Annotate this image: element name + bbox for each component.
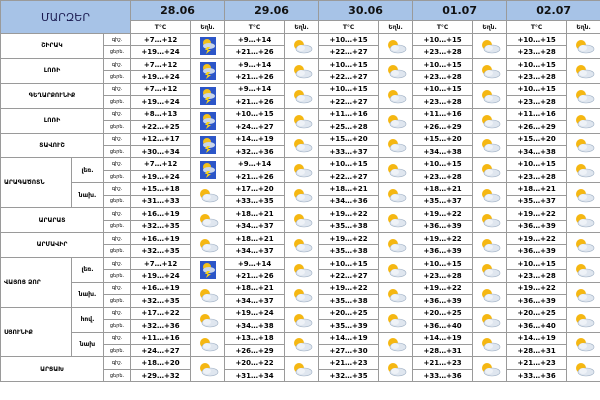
night-label: գիշ. <box>104 83 131 95</box>
night-temp: +10…+15 <box>319 58 379 70</box>
partly-cloudy-icon <box>567 208 600 233</box>
night-temp: +9…+14 <box>225 257 285 269</box>
day-label: ցերե. <box>104 145 131 157</box>
day-temp: +23…+28 <box>507 46 567 58</box>
partly-cloudy-icon <box>473 108 507 133</box>
day-temp: +32…+35 <box>131 295 191 307</box>
day-temp: +27…+30 <box>319 344 379 356</box>
night-temp: +14…+19 <box>319 332 379 344</box>
thunderstorm-icon <box>191 257 225 282</box>
night-label: գիշ. <box>104 58 131 70</box>
region-name: ՎԱՅՈՑ ՁՈՐ <box>1 257 72 307</box>
night-temp: +7…+12 <box>131 83 191 95</box>
day-temp: +36…+39 <box>507 220 567 232</box>
day-label: ցերե. <box>104 369 131 381</box>
night-temp: +18…+21 <box>225 208 285 220</box>
day-temp: +23…+28 <box>413 270 473 282</box>
night-temp: +18…+21 <box>225 282 285 294</box>
night-temp: +19…+22 <box>507 208 567 220</box>
partly-cloudy-icon <box>191 332 225 357</box>
night-temp: +21…+23 <box>413 357 473 369</box>
thunderstorm-icon <box>191 83 225 108</box>
night-temp: +16…+19 <box>131 233 191 245</box>
day-temp: +28…+31 <box>507 344 567 356</box>
date-header: 01.07 <box>413 1 507 21</box>
partly-cloudy-icon <box>191 307 225 332</box>
night-temp: +7…+12 <box>131 257 191 269</box>
night-temp: +21…+23 <box>507 357 567 369</box>
region-name: ԱՐՑԱԽ <box>1 357 104 382</box>
night-label: գիշ. <box>104 133 131 145</box>
day-temp: +26…+29 <box>507 121 567 133</box>
night-temp: +14…+19 <box>507 332 567 344</box>
subregion-name: նախ <box>72 332 104 357</box>
night-temp: +16…+19 <box>131 282 191 294</box>
night-temp: +20…+25 <box>507 307 567 319</box>
table-row <box>1 307 600 319</box>
partly-cloudy-icon <box>285 332 319 357</box>
night-temp: +19…+22 <box>507 233 567 245</box>
table-row <box>1 133 600 145</box>
partly-cloudy-icon <box>473 357 507 382</box>
day-temp: +22…+27 <box>319 71 379 83</box>
night-temp: +15…+20 <box>319 133 379 145</box>
night-temp: +11…+16 <box>319 108 379 120</box>
night-temp: +10…+15 <box>319 34 379 46</box>
day-temp: +23…+28 <box>413 96 473 108</box>
day-temp: +36…+39 <box>507 245 567 257</box>
night-label: գիշ. <box>104 158 131 170</box>
day-temp: +22…+25 <box>131 121 191 133</box>
day-temp: +19…+24 <box>131 96 191 108</box>
night-temp: +18…+21 <box>413 183 473 195</box>
night-temp: +15…+18 <box>131 183 191 195</box>
night-label: գիշ. <box>104 108 131 120</box>
icon-col-header: Եղն. <box>191 21 225 34</box>
partly-cloudy-icon <box>567 257 600 282</box>
day-temp: +36…+39 <box>413 220 473 232</box>
night-temp: +20…+25 <box>319 307 379 319</box>
day-temp: +24…+27 <box>225 121 285 133</box>
night-temp: +10…+15 <box>319 257 379 269</box>
partly-cloudy-icon <box>191 282 225 307</box>
day-temp: +32…+36 <box>131 320 191 332</box>
day-label: ցերե. <box>104 270 131 282</box>
day-temp: +25…+28 <box>319 121 379 133</box>
night-temp: +19…+24 <box>225 307 285 319</box>
partly-cloudy-icon <box>379 133 413 158</box>
night-temp: +10…+15 <box>507 83 567 95</box>
region-name: ՍՅՈՒՆԻՔ <box>1 307 72 357</box>
day-label: ցերե. <box>104 46 131 58</box>
partly-cloudy-icon <box>473 233 507 258</box>
table-row <box>1 282 600 294</box>
night-temp: +7…+12 <box>131 58 191 70</box>
day-temp: +31…+34 <box>225 369 285 381</box>
night-label: գիշ. <box>104 34 131 46</box>
day-temp: +21…+26 <box>225 170 285 182</box>
night-temp: +19…+22 <box>413 282 473 294</box>
table-row <box>1 58 600 70</box>
subregion-name: լեռ. <box>72 158 104 183</box>
date-header: 02.07 <box>507 1 600 21</box>
thunderstorm-icon <box>191 158 225 183</box>
partly-cloudy-icon <box>379 34 413 59</box>
thunderstorm-icon <box>191 133 225 158</box>
night-label: գիշ. <box>104 183 131 195</box>
partly-cloudy-icon <box>379 233 413 258</box>
night-temp: +10…+15 <box>413 83 473 95</box>
day-label: ցերե. <box>104 71 131 83</box>
partly-cloudy-icon <box>473 58 507 83</box>
icon-col-header: Եղն. <box>473 21 507 34</box>
date-header: 29.06 <box>225 1 319 21</box>
day-temp: +23…+28 <box>413 71 473 83</box>
day-temp: +21…+26 <box>225 46 285 58</box>
partly-cloudy-icon <box>473 183 507 208</box>
day-temp: +26…+29 <box>413 121 473 133</box>
day-label: ցերե. <box>104 121 131 133</box>
night-temp: +19…+22 <box>413 233 473 245</box>
partly-cloudy-icon <box>379 158 413 183</box>
temp-col-header: T°C <box>225 21 285 34</box>
day-temp: +28…+31 <box>413 344 473 356</box>
day-temp: +36…+39 <box>413 295 473 307</box>
night-temp: +11…+16 <box>413 108 473 120</box>
day-temp: +34…+38 <box>225 320 285 332</box>
day-temp: +21…+26 <box>225 71 285 83</box>
partly-cloudy-icon <box>473 332 507 357</box>
partly-cloudy-icon <box>567 58 600 83</box>
partly-cloudy-icon <box>473 282 507 307</box>
night-temp: +10…+15 <box>507 34 567 46</box>
night-temp: +18…+20 <box>131 357 191 369</box>
partly-cloudy-icon <box>285 108 319 133</box>
subregion-name: նախ. <box>72 282 104 307</box>
night-temp: +17…+22 <box>131 307 191 319</box>
partly-cloudy-icon <box>191 233 225 258</box>
table-title: ՄԱՐԶԵՐ <box>1 1 131 34</box>
day-temp: +22…+27 <box>319 270 379 282</box>
table-row <box>1 34 600 46</box>
partly-cloudy-icon <box>379 183 413 208</box>
table-row <box>1 257 600 269</box>
day-temp: +34…+37 <box>225 295 285 307</box>
partly-cloudy-icon <box>285 208 319 233</box>
table-row <box>1 183 600 195</box>
partly-cloudy-icon <box>567 83 600 108</box>
day-temp: +35…+38 <box>319 295 379 307</box>
partly-cloudy-icon <box>567 133 600 158</box>
partly-cloudy-icon <box>473 133 507 158</box>
partly-cloudy-icon <box>567 108 600 133</box>
temp-col-header: T°C <box>131 21 191 34</box>
day-label: ցերե. <box>104 295 131 307</box>
night-temp: +20…+22 <box>225 357 285 369</box>
partly-cloudy-icon <box>379 83 413 108</box>
partly-cloudy-icon <box>379 357 413 382</box>
night-temp: +10…+15 <box>413 34 473 46</box>
partly-cloudy-icon <box>473 83 507 108</box>
region-name: ԼՈՌԻ <box>1 58 104 83</box>
day-temp: +22…+27 <box>319 170 379 182</box>
day-temp: +34…+37 <box>225 245 285 257</box>
subregion-name: հով. <box>72 307 104 332</box>
day-temp: +22…+27 <box>319 46 379 58</box>
partly-cloudy-icon <box>567 282 600 307</box>
night-temp: +9…+14 <box>225 58 285 70</box>
region-name: ՇԻՐԱԿ <box>1 34 104 59</box>
thunderstorm-icon <box>191 34 225 59</box>
partly-cloudy-icon <box>191 208 225 233</box>
day-temp: +35…+38 <box>319 245 379 257</box>
subregion-name: նախ. <box>72 183 104 208</box>
partly-cloudy-icon <box>567 233 600 258</box>
night-temp: +14…+19 <box>225 133 285 145</box>
partly-cloudy-icon <box>379 282 413 307</box>
day-temp: +33…+36 <box>507 369 567 381</box>
partly-cloudy-icon <box>379 307 413 332</box>
night-temp: +18…+21 <box>319 183 379 195</box>
day-temp: +34…+38 <box>507 145 567 157</box>
day-temp: +19…+24 <box>131 71 191 83</box>
partly-cloudy-icon <box>567 307 600 332</box>
partly-cloudy-icon <box>285 233 319 258</box>
day-temp: +35…+37 <box>507 195 567 207</box>
day-temp: +19…+24 <box>131 170 191 182</box>
partly-cloudy-icon <box>473 34 507 59</box>
day-temp: +23…+28 <box>413 170 473 182</box>
partly-cloudy-icon <box>285 58 319 83</box>
partly-cloudy-icon <box>567 332 600 357</box>
day-temp: +35…+38 <box>319 220 379 232</box>
day-temp: +23…+28 <box>413 46 473 58</box>
day-temp: +33…+37 <box>319 145 379 157</box>
night-label: գիշ. <box>104 357 131 369</box>
day-temp: +30…+34 <box>131 145 191 157</box>
day-temp: +32…+36 <box>225 145 285 157</box>
night-temp: +20…+25 <box>413 307 473 319</box>
day-label: ցերե. <box>104 320 131 332</box>
night-temp: +21…+23 <box>319 357 379 369</box>
day-temp: +21…+26 <box>225 96 285 108</box>
night-temp: +10…+15 <box>507 58 567 70</box>
subregion-name: լեռ. <box>72 257 104 282</box>
partly-cloudy-icon <box>285 257 319 282</box>
night-label: գիշ. <box>104 257 131 269</box>
partly-cloudy-icon <box>473 257 507 282</box>
day-temp: +36…+40 <box>413 320 473 332</box>
day-temp: +35…+37 <box>413 195 473 207</box>
region-name: ԱՐԱԳԱԾՈՏՆ <box>1 158 72 208</box>
partly-cloudy-icon <box>379 257 413 282</box>
night-temp: +19…+22 <box>413 208 473 220</box>
night-label: գիշ. <box>104 332 131 344</box>
night-temp: +10…+15 <box>413 158 473 170</box>
night-temp: +17…+20 <box>225 183 285 195</box>
partly-cloudy-icon <box>285 282 319 307</box>
partly-cloudy-icon <box>285 83 319 108</box>
temp-col-header: T°C <box>319 21 379 34</box>
partly-cloudy-icon <box>285 133 319 158</box>
table-row <box>1 208 600 220</box>
partly-cloudy-icon <box>567 357 600 382</box>
night-temp: +10…+15 <box>413 58 473 70</box>
partly-cloudy-icon <box>191 357 225 382</box>
night-temp: +10…+15 <box>225 108 285 120</box>
night-temp: +15…+20 <box>413 133 473 145</box>
partly-cloudy-icon <box>473 158 507 183</box>
day-temp: +34…+37 <box>225 220 285 232</box>
day-temp: +33…+35 <box>225 195 285 207</box>
partly-cloudy-icon <box>285 357 319 382</box>
day-temp: +36…+40 <box>507 320 567 332</box>
night-temp: +11…+16 <box>131 332 191 344</box>
day-temp: +36…+39 <box>413 245 473 257</box>
day-temp: +19…+24 <box>131 46 191 58</box>
partly-cloudy-icon <box>285 158 319 183</box>
night-label: գիշ. <box>104 282 131 294</box>
night-temp: +13…+18 <box>225 332 285 344</box>
day-label: ցերե. <box>104 195 131 207</box>
partly-cloudy-icon <box>567 158 600 183</box>
partly-cloudy-icon <box>285 307 319 332</box>
region-name: ԱՐՄԱՎԻՐ <box>1 233 104 258</box>
night-temp: +9…+14 <box>225 83 285 95</box>
day-temp: +32…+35 <box>319 369 379 381</box>
night-temp: +16…+19 <box>131 208 191 220</box>
night-temp: +10…+15 <box>319 158 379 170</box>
region-name: ՏԱՎՈՒՇ <box>1 133 104 158</box>
day-temp: +34…+36 <box>319 195 379 207</box>
night-temp: +7…+12 <box>131 34 191 46</box>
night-temp: +10…+15 <box>507 257 567 269</box>
partly-cloudy-icon <box>379 108 413 133</box>
partly-cloudy-icon <box>285 183 319 208</box>
day-label: ցերե. <box>104 96 131 108</box>
icon-col-header: Եղն. <box>379 21 413 34</box>
day-temp: +31…+33 <box>131 195 191 207</box>
day-label: ցերե. <box>104 170 131 182</box>
date-header: 28.06 <box>131 1 225 21</box>
night-temp: +11…+16 <box>507 108 567 120</box>
night-temp: +15…+20 <box>507 133 567 145</box>
table-row <box>1 108 600 120</box>
day-temp: +23…+28 <box>507 71 567 83</box>
table-row <box>1 357 600 369</box>
day-temp: +32…+35 <box>131 245 191 257</box>
table-row <box>1 83 600 95</box>
night-temp: +14…+19 <box>413 332 473 344</box>
thunderstorm-icon <box>191 58 225 83</box>
day-temp: +24…+27 <box>131 344 191 356</box>
thunderstorm-icon <box>191 108 225 133</box>
day-label: ցերե. <box>104 245 131 257</box>
partly-cloudy-icon <box>379 208 413 233</box>
table-row <box>1 332 600 344</box>
day-temp: +35…+39 <box>319 320 379 332</box>
icon-col-header: Եղն. <box>285 21 319 34</box>
night-temp: +19…+22 <box>319 282 379 294</box>
region-name: ԼՈՌԻ <box>1 108 104 133</box>
partly-cloudy-icon <box>473 307 507 332</box>
partly-cloudy-icon <box>191 183 225 208</box>
table-row <box>1 158 600 170</box>
night-temp: +19…+22 <box>319 208 379 220</box>
day-label: ցերե. <box>104 344 131 356</box>
night-label: գիշ. <box>104 208 131 220</box>
temp-col-header: T°C <box>413 21 473 34</box>
table-row <box>1 233 600 245</box>
day-label: ցերե. <box>104 220 131 232</box>
partly-cloudy-icon <box>567 34 600 59</box>
day-temp: +23…+28 <box>507 96 567 108</box>
partly-cloudy-icon <box>473 208 507 233</box>
day-temp: +29…+32 <box>131 369 191 381</box>
night-temp: +9…+14 <box>225 158 285 170</box>
night-temp: +7…+12 <box>131 158 191 170</box>
night-temp: +10…+15 <box>319 83 379 95</box>
day-temp: +21…+26 <box>225 270 285 282</box>
icon-col-header: Եղն. <box>567 21 600 34</box>
night-temp: +8…+13 <box>131 108 191 120</box>
day-temp: +36…+39 <box>507 295 567 307</box>
day-temp: +23…+28 <box>507 170 567 182</box>
day-temp: +23…+28 <box>507 270 567 282</box>
date-header: 30.06 <box>319 1 413 21</box>
night-temp: +19…+22 <box>507 282 567 294</box>
partly-cloudy-icon <box>379 332 413 357</box>
night-temp: +18…+21 <box>225 233 285 245</box>
day-temp: +26…+29 <box>225 344 285 356</box>
partly-cloudy-icon <box>379 58 413 83</box>
temp-col-header: T°C <box>507 21 567 34</box>
night-label: գիշ. <box>104 307 131 319</box>
region-name: ԳԵՂԱՐՔՈՒՆԻՔ <box>1 83 104 108</box>
night-temp: +10…+15 <box>507 158 567 170</box>
day-temp: +22…+27 <box>319 96 379 108</box>
night-temp: +10…+15 <box>413 257 473 269</box>
night-temp: +12…+17 <box>131 133 191 145</box>
day-temp: +19…+24 <box>131 270 191 282</box>
day-temp: +33…+36 <box>413 369 473 381</box>
day-temp: +34…+38 <box>413 145 473 157</box>
night-label: գիշ. <box>104 233 131 245</box>
night-temp: +18…+21 <box>507 183 567 195</box>
day-temp: +32…+35 <box>131 220 191 232</box>
night-temp: +9…+14 <box>225 34 285 46</box>
region-name: ԱՐԱՐԱՏ <box>1 208 104 233</box>
partly-cloudy-icon <box>567 183 600 208</box>
partly-cloudy-icon <box>285 34 319 59</box>
night-temp: +19…+22 <box>319 233 379 245</box>
